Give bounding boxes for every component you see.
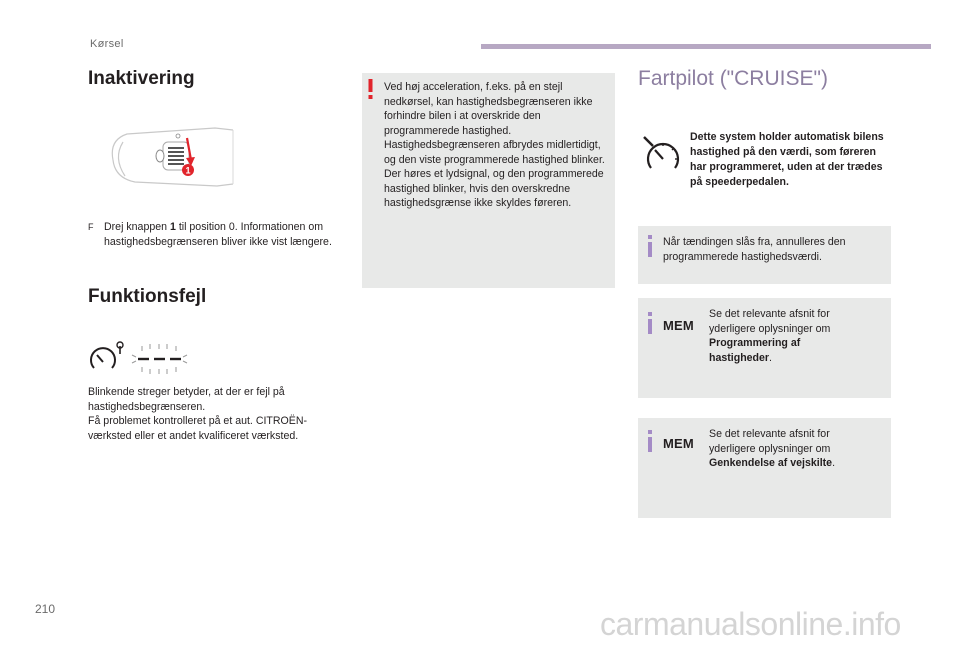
inaktivering-bullet: F Drej knappen 1 til position 0. Informationen om hastighedsbegrænseren bliver ikke vist længere.	[88, 221, 332, 248]
cruise-intro: Dette system holder automatisk bilens hastighed på den værdi, som føreren har programmeret, uden at der trædes på speederpedalen.	[690, 131, 884, 188]
inaktivering-title: Inaktivering	[88, 68, 195, 89]
info2-text: Se det relevante afsnit for yderligere oplysninger om Programmering af hastigheder.	[709, 308, 831, 364]
info3-text: Se det relevante afsnit for yderligere oplysninger om Genkendelse af vejskilte.	[709, 428, 836, 469]
section-bar	[481, 44, 931, 49]
mem-badge: MEM	[663, 436, 694, 451]
warning-text: Ved høj acceleration, f.eks. på en stejl nedkørsel, kan hastighedsbegrænseren ikke forhindre bilen i at overskride den programmerede hastighed. Hastighedsbegrænseren afbrydes midlertidigt, og den viste programmerede hastighed blinker. Der høres et lydsignal, og den programmerede hastighed blinker, hvis den overskredne hastighedsgrænse ikke skyldes føreren.	[384, 81, 605, 209]
info-box-ignition	[638, 226, 891, 284]
info-i-icon	[647, 235, 654, 257]
funktionsfejl-text: Blinkende streger betyder, at der er fejl på hastighedsbegrænseren. Få problemet kontrolleret på et aut. CITROËN-værksted eller et andet kvalificeret værksted.	[88, 386, 308, 442]
info-i-icon	[647, 312, 654, 334]
steering-stalk-illustration	[105, 120, 240, 195]
info-i-icon	[647, 430, 654, 452]
fartpilot-title: Fartpilot ("CRUISE")	[638, 67, 828, 90]
callout-number: 1	[185, 165, 191, 176]
funktionsfejl-title: Funktionsfejl	[88, 286, 207, 307]
fault-display-icon	[88, 340, 203, 375]
info-box-programming	[638, 298, 891, 398]
watermark: carmanualsonline.info	[600, 606, 901, 642]
red-exclamation-icon	[368, 79, 373, 99]
mem-badge: MEM	[663, 318, 694, 333]
bullet-mark: F	[88, 222, 94, 232]
cruise-control-icon	[641, 132, 687, 172]
info1-text: Når tændingen slås fra, annulleres den programmerede hastighedsværdi.	[663, 236, 846, 263]
info-box-road-signs	[638, 418, 891, 518]
section-label: Kørsel	[90, 38, 124, 50]
page-number: 210	[35, 602, 56, 616]
warning-box	[362, 73, 615, 288]
